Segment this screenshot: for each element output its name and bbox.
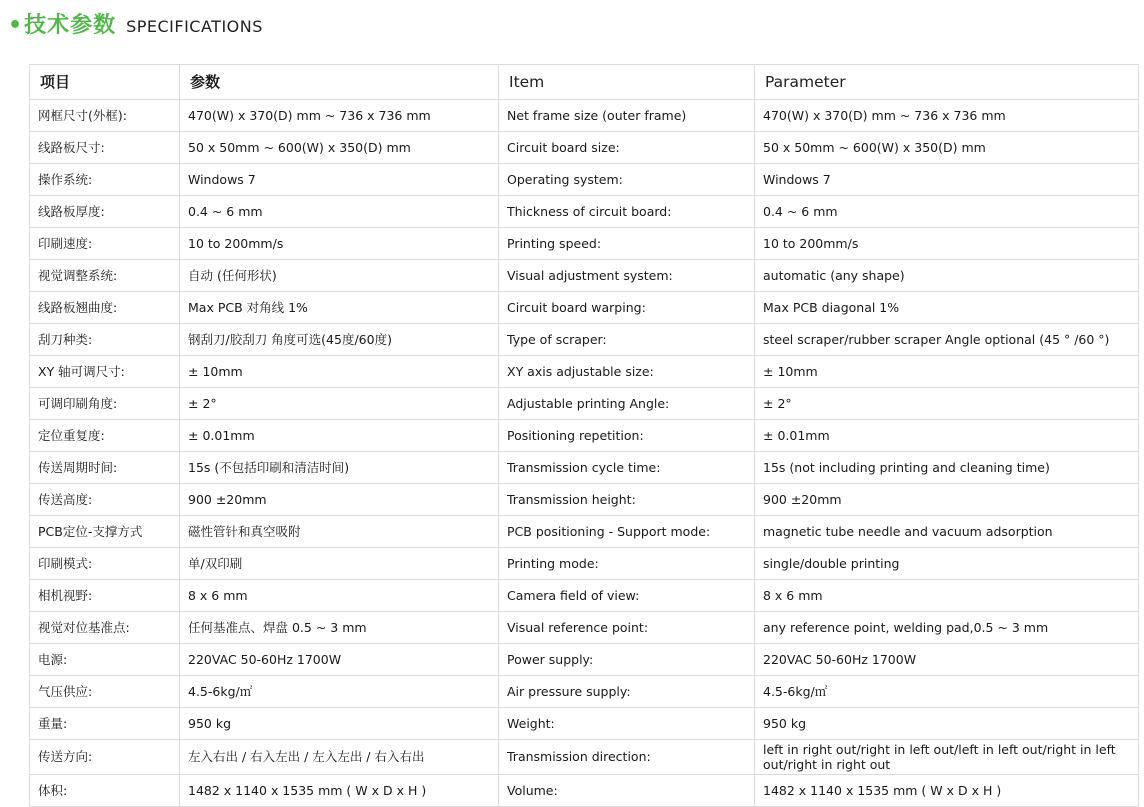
parameter-cn-cell: 单/双印刷: [180, 548, 499, 580]
parameter-cn-cell: 1482 x 1140 x 1535 mm ( W x D x H ): [180, 775, 499, 807]
parameter-en-cell: 15s (not including printing and cleaning time): [755, 452, 1139, 484]
parameter-en-cell: 4.5-6kg/㎡: [755, 676, 1139, 708]
item-cn-cell: 相机视野:: [30, 580, 180, 612]
parameter-en-cell: any reference point, welding pad,0.5 ~ 3 mm: [755, 612, 1139, 644]
parameter-cn-cell: ± 10mm: [180, 356, 499, 388]
item-cn-cell: PCB定位-支撑方式: [30, 516, 180, 548]
parameter-cn-cell: ± 2°: [180, 388, 499, 420]
table-row: [30, 612, 1139, 644]
parameter-cn-cell: 470(W) x 370(D) mm ~ 736 x 736 mm: [180, 100, 499, 132]
item-en-cell: Visual adjustment system:: [499, 260, 755, 292]
specifications-table: [29, 64, 1139, 807]
item-en-cell: Weight:: [499, 708, 755, 740]
heading-title-cn: 技术参数: [24, 13, 117, 38]
table-row: [30, 775, 1139, 807]
parameter-en-cell: 0.4 ~ 6 mm: [755, 196, 1139, 228]
parameter-cn-cell: 220VAC 50-60Hz 1700W: [180, 644, 499, 676]
item-en-cell: Camera field of view:: [499, 580, 755, 612]
parameter-en-cell: 8 x 6 mm: [755, 580, 1139, 612]
table-row: [30, 644, 1139, 676]
item-cn-cell: 线路板翘曲度:: [30, 292, 180, 324]
parameter-en-cell: 1482 x 1140 x 1535 mm ( W x D x H ): [755, 775, 1139, 807]
table-row: [30, 228, 1139, 260]
parameter-en-cell: Windows 7: [755, 164, 1139, 196]
table-row: [30, 196, 1139, 228]
parameter-cn-cell: 15s (不包括印刷和清洁时间): [180, 452, 499, 484]
parameter-cn-cell: 900 ±20mm: [180, 484, 499, 516]
item-cn-cell: 传送方向:: [30, 740, 180, 775]
table-row: [30, 420, 1139, 452]
parameter-en-cell: single/double printing: [755, 548, 1139, 580]
table-row: [30, 484, 1139, 516]
parameter-cn-cell: 磁性管针和真空吸附: [180, 516, 499, 548]
item-en-cell: Adjustable printing Angle:: [499, 388, 755, 420]
parameter-en-cell: 50 x 50mm ~ 600(W) x 350(D) mm: [755, 132, 1139, 164]
item-en-cell: Transmission cycle time:: [499, 452, 755, 484]
item-cn-cell: 网框尺寸(外框):: [30, 100, 180, 132]
item-en-cell: Volume:: [499, 775, 755, 807]
parameter-en-cell: 220VAC 50-60Hz 1700W: [755, 644, 1139, 676]
table-row: [30, 516, 1139, 548]
item-en-cell: Transmission direction:: [499, 740, 755, 775]
item-cn-cell: XY 轴可调尺寸:: [30, 356, 180, 388]
item-en-cell: Circuit board size:: [499, 132, 755, 164]
item-en-cell: Transmission height:: [499, 484, 755, 516]
parameter-cn-cell: 950 kg: [180, 708, 499, 740]
item-cn-cell: 印刷模式:: [30, 548, 180, 580]
item-cn-cell: 传送周期时间:: [30, 452, 180, 484]
parameter-cn-cell: 4.5-6kg/㎡: [180, 676, 499, 708]
item-cn-cell: 线路板厚度:: [30, 196, 180, 228]
table-row: [30, 164, 1139, 196]
header-item-cn: 项目: [30, 65, 180, 100]
item-cn-cell: 视觉调整系统:: [30, 260, 180, 292]
parameter-cn-cell: 50 x 50mm ~ 600(W) x 350(D) mm: [180, 132, 499, 164]
parameter-en-cell: automatic (any shape): [755, 260, 1139, 292]
item-en-cell: Operating system:: [499, 164, 755, 196]
parameter-cn-cell: 钢刮刀/胶刮刀 角度可选(45度/60度): [180, 324, 499, 356]
parameter-en-cell: 10 to 200mm/s: [755, 228, 1139, 260]
heading-title-en: SPECIFICATIONS: [126, 17, 263, 36]
table-row: [30, 580, 1139, 612]
item-en-cell: Visual reference point:: [499, 612, 755, 644]
table-row: [30, 292, 1139, 324]
heading-bullet: •: [8, 13, 23, 38]
table-row: [30, 324, 1139, 356]
header-item-en: Item: [499, 65, 755, 100]
item-cn-cell: 定位重复度:: [30, 420, 180, 452]
parameter-cn-cell: 任何基准点、焊盘 0.5 ~ 3 mm: [180, 612, 499, 644]
item-en-cell: Power supply:: [499, 644, 755, 676]
table-row: [30, 388, 1139, 420]
parameter-en-cell: ± 2°: [755, 388, 1139, 420]
table-row: [30, 548, 1139, 580]
item-en-cell: Circuit board warping:: [499, 292, 755, 324]
parameter-en-cell: 900 ±20mm: [755, 484, 1139, 516]
parameter-cn-cell: 10 to 200mm/s: [180, 228, 499, 260]
parameter-en-cell: 470(W) x 370(D) mm ~ 736 x 736 mm: [755, 100, 1139, 132]
item-cn-cell: 气压供应:: [30, 676, 180, 708]
parameter-cn-cell: Windows 7: [180, 164, 499, 196]
item-en-cell: XY axis adjustable size:: [499, 356, 755, 388]
section-heading: [8, 8, 263, 42]
header-parameter-en: Parameter: [755, 65, 1139, 100]
table-row: [30, 676, 1139, 708]
table-header-row: [30, 65, 1139, 100]
table-row: [30, 452, 1139, 484]
item-cn-cell: 印刷速度:: [30, 228, 180, 260]
parameter-en-cell: ± 0.01mm: [755, 420, 1139, 452]
item-cn-cell: 操作系统:: [30, 164, 180, 196]
parameter-en-cell: left in right out/right in left out/left in left out/right in left out/right in right out: [755, 740, 1139, 775]
table-row: [30, 740, 1139, 775]
header-parameter-cn: 参数: [180, 65, 499, 100]
item-en-cell: Positioning repetition:: [499, 420, 755, 452]
parameter-en-cell: magnetic tube needle and vacuum adsorption: [755, 516, 1139, 548]
table-row: [30, 356, 1139, 388]
item-en-cell: Net frame size (outer frame): [499, 100, 755, 132]
item-en-cell: Printing speed:: [499, 228, 755, 260]
table-row: [30, 132, 1139, 164]
parameter-en-cell: Max PCB diagonal 1%: [755, 292, 1139, 324]
item-cn-cell: 电源:: [30, 644, 180, 676]
parameter-cn-cell: 0.4 ~ 6 mm: [180, 196, 499, 228]
table-row: [30, 100, 1139, 132]
item-cn-cell: 视觉对位基准点:: [30, 612, 180, 644]
parameter-cn-cell: Max PCB 对角线 1%: [180, 292, 499, 324]
parameter-en-cell: ± 10mm: [755, 356, 1139, 388]
parameter-cn-cell: 8 x 6 mm: [180, 580, 499, 612]
parameter-en-cell: steel scraper/rubber scraper Angle optional (45 ° /60 °): [755, 324, 1139, 356]
item-en-cell: Air pressure supply:: [499, 676, 755, 708]
item-en-cell: Thickness of circuit board:: [499, 196, 755, 228]
item-cn-cell: 重量:: [30, 708, 180, 740]
parameter-cn-cell: ± 0.01mm: [180, 420, 499, 452]
parameter-en-cell: 950 kg: [755, 708, 1139, 740]
table-row: [30, 260, 1139, 292]
item-en-cell: PCB positioning - Support mode:: [499, 516, 755, 548]
parameter-cn-cell: 左入右出 / 右入左出 / 左入左出 / 右入右出: [180, 740, 499, 775]
item-en-cell: Type of scraper:: [499, 324, 755, 356]
item-cn-cell: 体积:: [30, 775, 180, 807]
item-cn-cell: 刮刀种类:: [30, 324, 180, 356]
table-row: [30, 708, 1139, 740]
item-en-cell: Printing mode:: [499, 548, 755, 580]
item-cn-cell: 传送高度:: [30, 484, 180, 516]
item-cn-cell: 线路板尺寸:: [30, 132, 180, 164]
parameter-cn-cell: 自动 (任何形状): [180, 260, 499, 292]
item-cn-cell: 可调印刷角度:: [30, 388, 180, 420]
